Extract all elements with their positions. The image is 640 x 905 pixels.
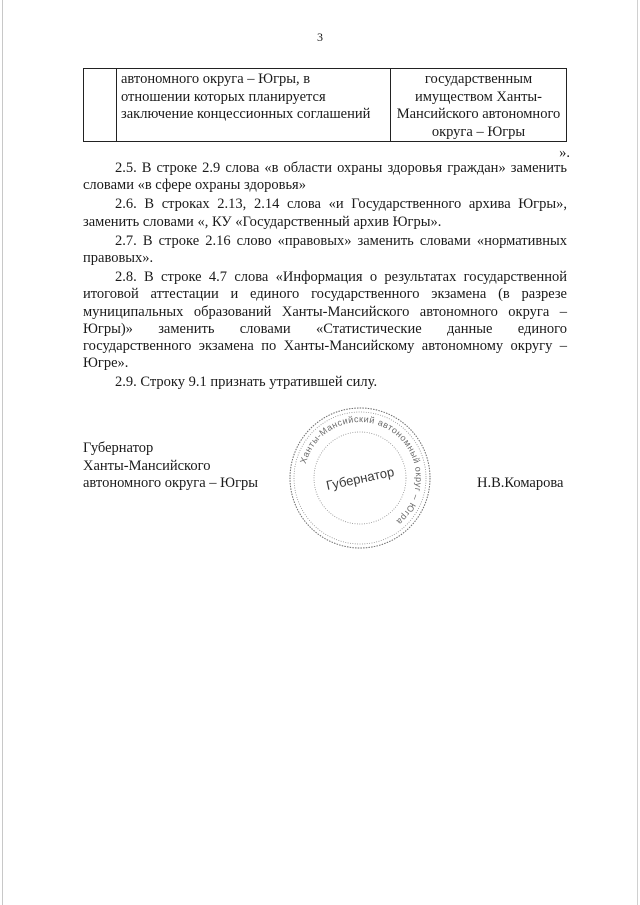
paragraph-2-6: 2.6. В строках 2.13, 2.14 слова «и Государственного архива Югры», заменить словами «, КУ «Государственный архив Югры».	[83, 196, 567, 230]
table-cell-responsible	[391, 69, 567, 142]
paragraph-2-5: 2.5. В строке 2.9 слова «в области охраны здоровья граждан» заменить словами «в сфере охраны здоровья»	[83, 160, 567, 194]
paragraph-2-9: 2.9. Строку 9.1 признать утратившей силу.	[115, 374, 378, 391]
stamp-center-text: Губернатор	[324, 463, 396, 493]
paragraph-2-8: 2.8. В строке 4.7 слова «Информация о результатах государственной итоговой аттестации и единого государственного экзамена (в разрезе муниципальных образований Ханты-Мансийского автономного округа – Югры)» заменить словами «Статистические данные единого государственного экзамена по Ханты-Мансийскому автономному округу – Югре».	[83, 269, 567, 372]
position-line: Губернатор	[83, 440, 154, 456]
position-line: автономного округа – Югры	[83, 475, 259, 491]
signatory-position	[83, 440, 258, 493]
table-cell-number	[84, 69, 117, 142]
scan-edge-left	[2, 0, 3, 905]
cell-line: Мансийского автономного	[396, 106, 561, 122]
closing-quote: ».	[559, 145, 570, 161]
table-row	[84, 69, 567, 142]
cell-line: имуществом Ханты-	[414, 88, 543, 105]
official-stamp	[286, 404, 434, 552]
cell-line: государственным	[424, 71, 533, 87]
continuation-table	[83, 68, 567, 142]
amendments-text	[83, 160, 567, 392]
page-number: 3	[317, 30, 323, 44]
cell-line: автономного округа – Югры, в	[121, 71, 311, 87]
scan-edge-right	[637, 0, 638, 905]
table-cell-description	[117, 69, 391, 142]
cell-line: заключение концессионных соглашений	[121, 106, 371, 122]
position-line: Ханты-Мансийского	[83, 457, 211, 474]
signatory-name: Н.В.Комарова	[477, 475, 564, 491]
cell-line: округа – Югры	[431, 123, 526, 140]
stamp-ring-text: Ханты-Мансийский автономный округ – Югра	[298, 413, 425, 528]
cell-line: отношении которых планируется	[121, 88, 326, 105]
paragraph-2-7: 2.7. В строке 2.16 слово «правовых» заменить словами «нормативных правовых».	[83, 232, 567, 267]
